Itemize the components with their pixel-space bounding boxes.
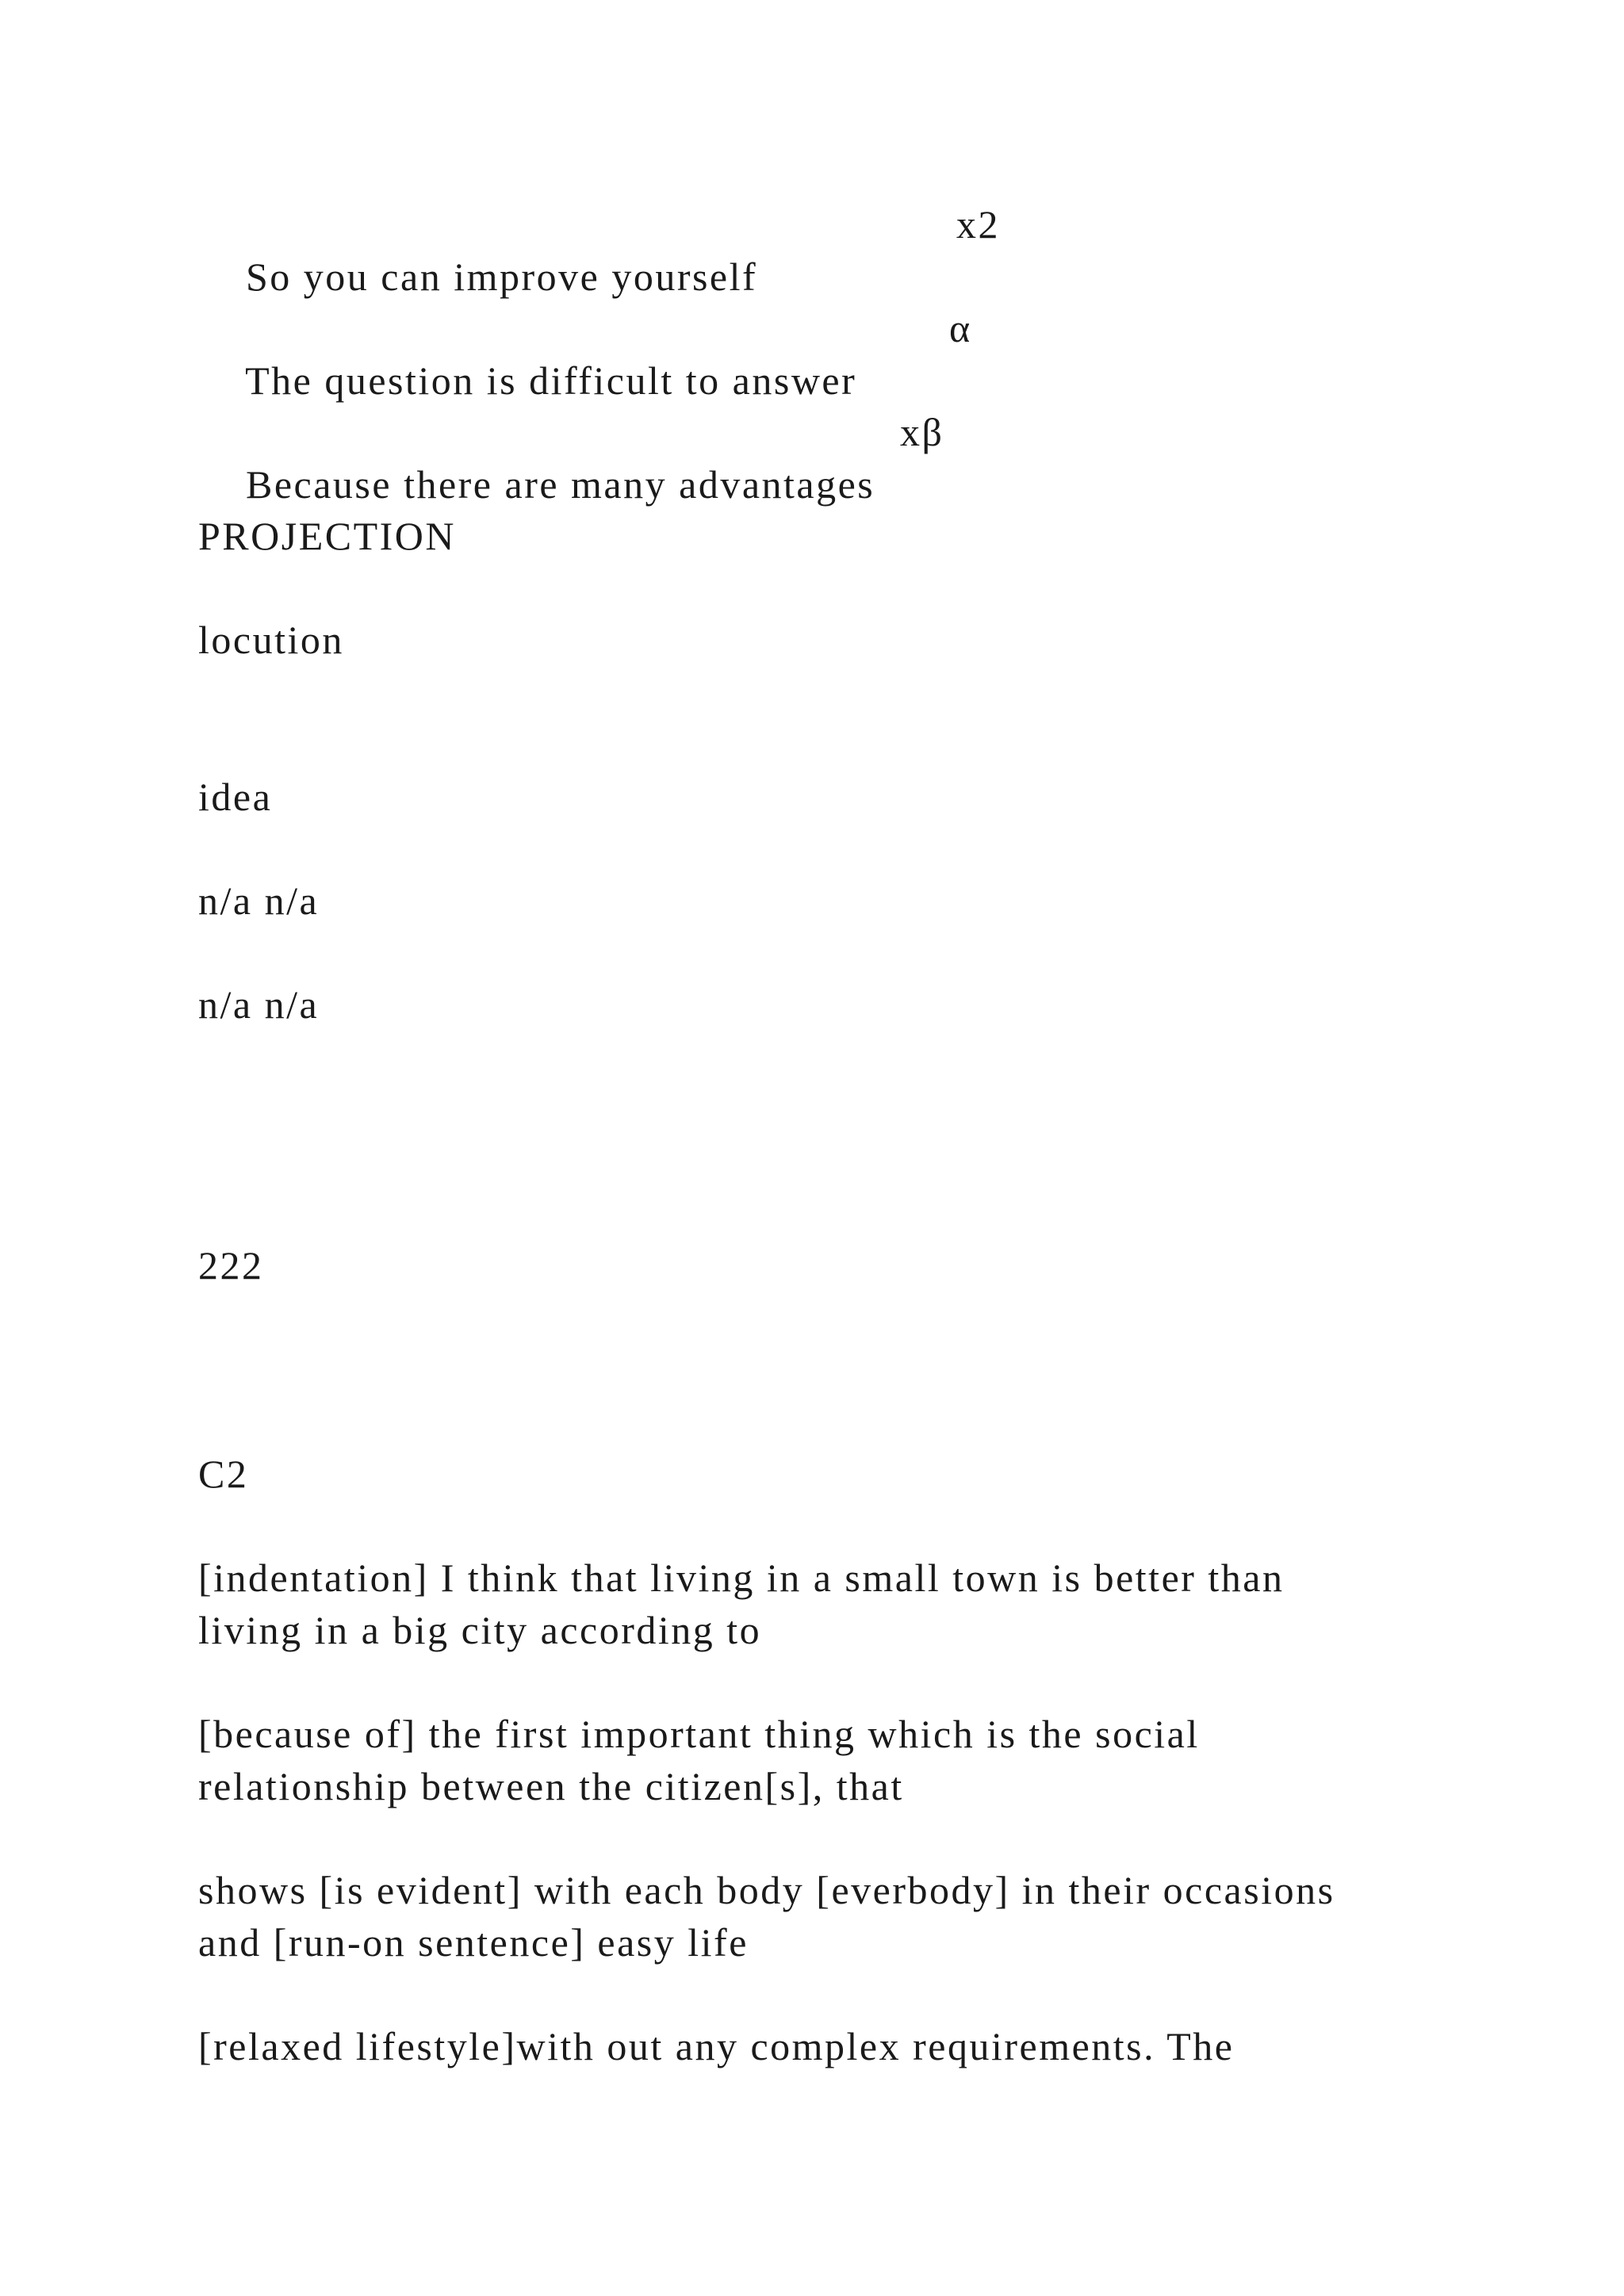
paragraph-relaxed-lifestyle: [198, 2020, 1467, 2072]
text-line-locution: locution: [198, 618, 344, 662]
paragraph-line: [relaxed lifestyle]with out any complex requirements. The: [198, 2024, 1235, 2068]
clause-tag-x2: x2: [956, 202, 1000, 247]
paragraph-line: [indentation] I think that living in a small town is better than: [198, 1556, 1285, 1600]
text-line-projection: PROJECTION: [198, 514, 457, 558]
line-text: So you can improve yourself: [246, 254, 758, 299]
text-line-na-2: n/a n/a: [198, 982, 320, 1027]
text-line-na-1: n/a n/a: [198, 878, 320, 923]
paragraph-because-of: [198, 1708, 1467, 1812]
line-text: The question is difficult to answer: [245, 358, 857, 403]
text-line-idea: idea: [198, 775, 273, 819]
section-label-c2: C2: [198, 1452, 249, 1496]
clause-tag-xbeta: xβ: [900, 410, 944, 454]
paragraph-line: living in a big city according to: [198, 1608, 762, 1652]
page-number: 222: [198, 1243, 264, 1288]
paragraph-shows: [198, 1864, 1467, 1969]
line-text: Because there are many advantages: [246, 462, 875, 507]
paragraph-line: shows [is evident] with each body [everbody] in their occasions: [198, 1868, 1335, 1912]
paragraph-line: and [run-on sentence] easy life: [198, 1920, 749, 1965]
paragraph-line: [because of] the first important thing which is the social: [198, 1712, 1200, 1756]
clause-tag-alpha: α: [949, 306, 972, 350]
paragraph-line: relationship between the citizen[s], that: [198, 1764, 904, 1808]
paragraph-indentation: [198, 1552, 1467, 1656]
